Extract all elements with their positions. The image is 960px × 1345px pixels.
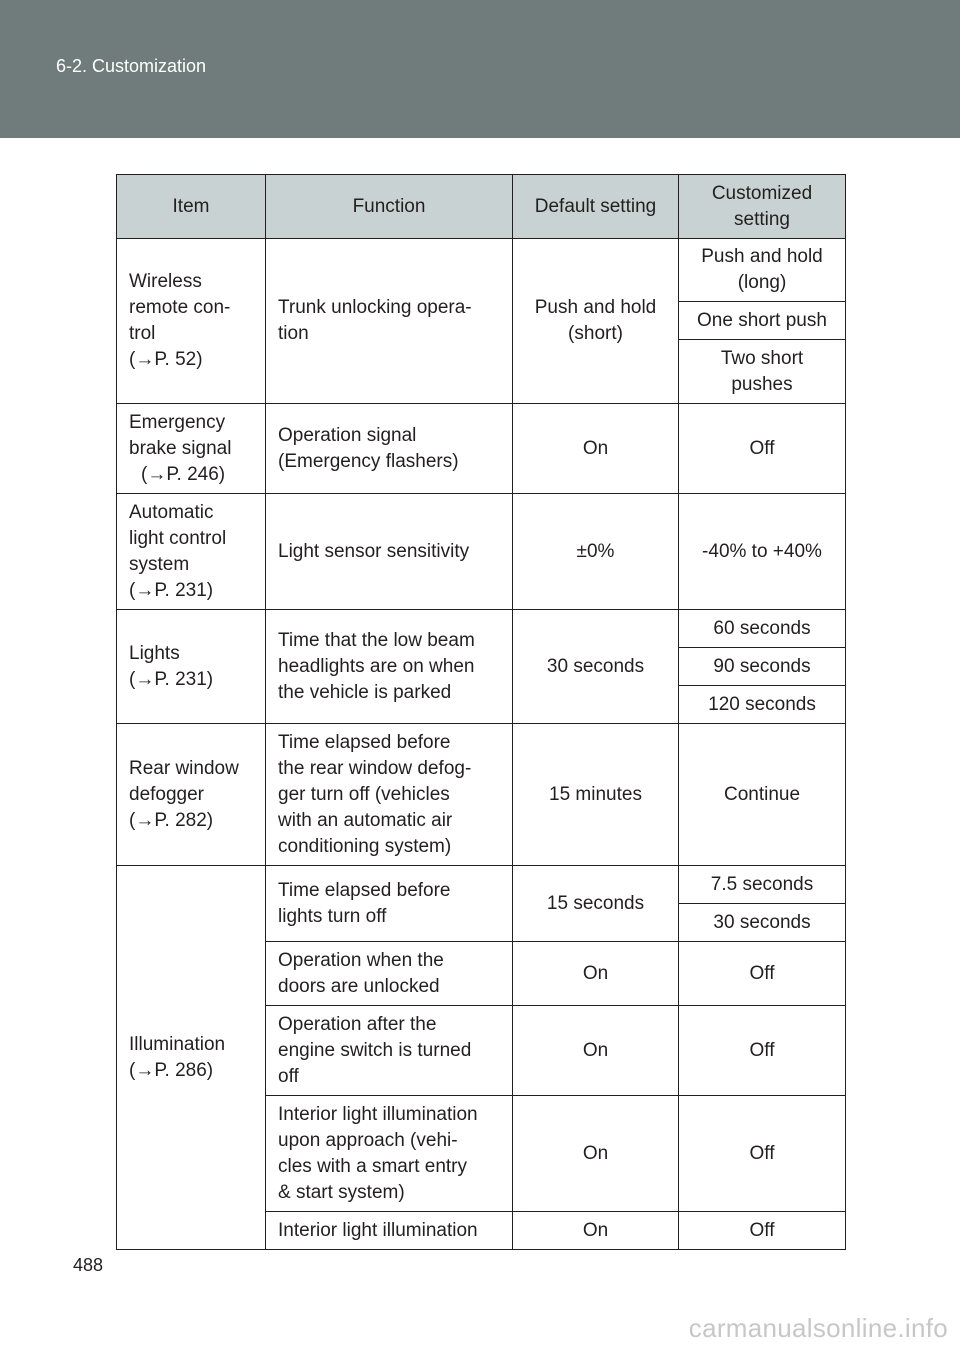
header-function: Function xyxy=(266,175,513,239)
default-cell: Push and hold (short) xyxy=(513,239,679,404)
custom-cell: 60 seconds xyxy=(679,610,846,648)
function-cell: Interior light illumination upon approach (vehi- cles with a smart entry & start system) xyxy=(266,1096,513,1212)
table-row xyxy=(117,724,846,866)
custom-cell: Continue xyxy=(679,724,846,866)
table-row xyxy=(117,404,846,494)
watermark-text: carmanualsonline.info xyxy=(688,1313,948,1343)
section-title: 6-2. Customization xyxy=(56,56,207,76)
header-default-setting: Default setting xyxy=(513,175,679,239)
function-cell: Time that the low beam headlights are on when the vehicle is parked xyxy=(266,610,513,724)
function-cell: Operation after the engine switch is turned off xyxy=(266,1006,513,1096)
table-row xyxy=(117,866,846,904)
item-cell: Emergency brake signal (→P. 246) xyxy=(117,404,266,494)
custom-cell: Off xyxy=(679,1096,846,1212)
custom-cell: Off xyxy=(679,404,846,494)
default-cell: On xyxy=(513,1006,679,1096)
table-header-row xyxy=(117,175,846,239)
item-cell: Rear window defogger (→P. 282) xyxy=(117,724,266,866)
default-cell: 15 minutes xyxy=(513,724,679,866)
default-cell: On xyxy=(513,404,679,494)
default-cell: 30 seconds xyxy=(513,610,679,724)
item-cell: Automatic light control system (→P. 231) xyxy=(117,494,266,610)
function-cell: Trunk unlocking opera- tion xyxy=(266,239,513,404)
default-cell: On xyxy=(513,942,679,1006)
item-cell: Illumination (→P. 286) xyxy=(117,866,266,1250)
item-cell: Wireless remote con- trol (→P. 52) xyxy=(117,239,266,404)
header-customized-setting: Customized setting xyxy=(679,175,846,239)
custom-cell: -40% to +40% xyxy=(679,494,846,610)
function-cell: Time elapsed before the rear window defog- ger turn off (vehicles with an automatic air conditioning system) xyxy=(266,724,513,866)
default-cell: ±0% xyxy=(513,494,679,610)
default-cell: 15 seconds xyxy=(513,866,679,942)
custom-cell: 120 seconds xyxy=(679,686,846,724)
table-row xyxy=(117,610,846,648)
customization-table xyxy=(116,174,846,1250)
function-cell: Operation when the doors are unlocked xyxy=(266,942,513,1006)
custom-cell: Off xyxy=(679,942,846,1006)
table-row xyxy=(117,494,846,610)
function-cell: Light sensor sensitivity xyxy=(266,494,513,610)
function-cell: Time elapsed before lights turn off xyxy=(266,866,513,942)
default-cell: On xyxy=(513,1096,679,1212)
custom-cell: Off xyxy=(679,1006,846,1096)
function-cell: Operation signal (Emergency flashers) xyxy=(266,404,513,494)
custom-cell: Off xyxy=(679,1212,846,1250)
function-cell: Interior light illumination xyxy=(266,1212,513,1250)
custom-cell: 7.5 seconds xyxy=(679,866,846,904)
page-number: 488 xyxy=(73,1255,104,1275)
custom-cell: Push and hold (long) xyxy=(679,239,846,302)
custom-cell: One short push xyxy=(679,302,846,340)
item-cell: Lights (→P. 231) xyxy=(117,610,266,724)
default-cell: On xyxy=(513,1212,679,1250)
header-item: Item xyxy=(117,175,266,239)
custom-cell: 90 seconds xyxy=(679,648,846,686)
table-row xyxy=(117,239,846,302)
header-band xyxy=(0,0,960,138)
custom-cell: 30 seconds xyxy=(679,904,846,942)
custom-cell: Two short pushes xyxy=(679,340,846,404)
